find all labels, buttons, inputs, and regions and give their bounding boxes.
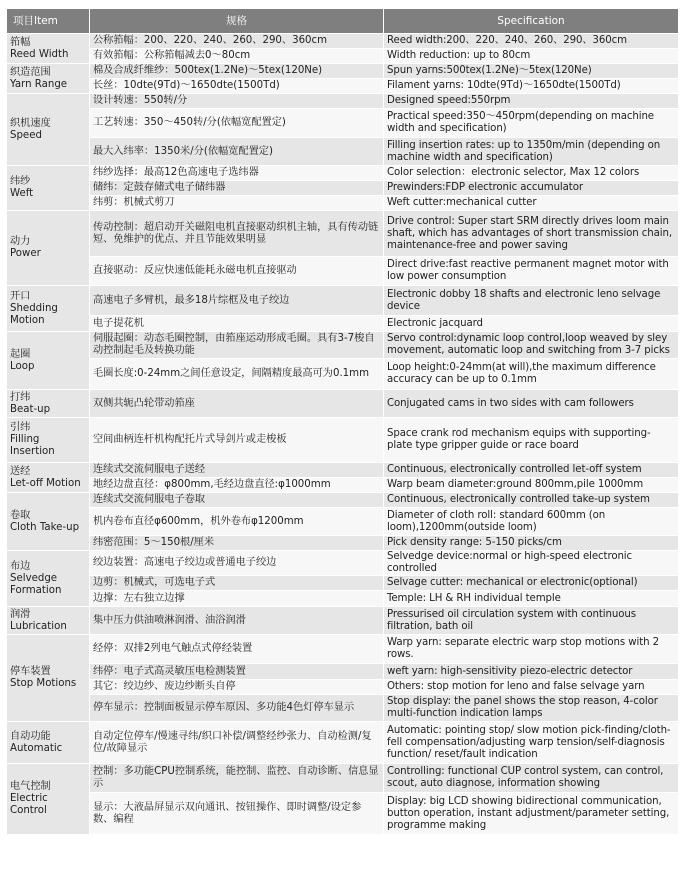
table-row xyxy=(7,695,679,722)
item-cell: 打纬 Beat-up xyxy=(7,390,90,418)
spec-en-cell: Prewinders:FDP electronic accumulator xyxy=(384,181,679,196)
item-cell: 卷取 Cloth Take-up xyxy=(7,493,90,551)
item-cell: 送经 Let-off Motion xyxy=(7,463,90,493)
table-body xyxy=(7,34,679,835)
table-row xyxy=(7,390,679,418)
spec-cn-cell: 有效筘幅：公称筘幅减去0～80cm xyxy=(90,49,384,64)
spec-cn-cell: 机内卷布直径φ600mm，机外卷布φ1200mm xyxy=(90,508,384,536)
table-row xyxy=(7,418,679,463)
table-row xyxy=(7,332,679,359)
spec-en-cell: Pressurised oil circulation system with continuous filtration, bath oil xyxy=(384,607,679,635)
table-row xyxy=(7,576,679,591)
table-row xyxy=(7,286,679,316)
spec-cn-cell: 纬纱选择：最高12色高速电子选纬器 xyxy=(90,166,384,181)
specification-table xyxy=(6,8,679,835)
spec-cn-cell: 毛圈长度:0-24mm之间任意设定，间隔精度最高可为0.1mm xyxy=(90,359,384,390)
spec-cn-cell: 传动控制：超启动开关磁阻电机直接驱动织机主轴，具有传动链短、免维护的优点、并且节能效果明显 xyxy=(90,211,384,257)
item-cell: 动力 Power xyxy=(7,211,90,286)
table-row xyxy=(7,722,679,764)
item-cell: 电气控制 Electric Control xyxy=(7,764,90,835)
spec-cn-cell: 棉及合成纤维纱：500tex(1.2Ne)～5tex(120Ne) xyxy=(90,64,384,79)
item-cell: 停车装置 Stop Motions xyxy=(7,635,90,722)
header-spec-cn: 规格 xyxy=(90,9,384,34)
spec-cn-cell: 连续式交流伺服电子卷取 xyxy=(90,493,384,508)
spec-en-cell: Weft cutter:mechanical cutter xyxy=(384,196,679,211)
table-row xyxy=(7,211,679,257)
spec-en-cell: Controlling: functional CUP control system, can control, scout, auto diagnose, information showing xyxy=(384,764,679,793)
table-row xyxy=(7,680,679,695)
table-row xyxy=(7,478,679,493)
spec-cn-cell: 设计转速：550转/分 xyxy=(90,94,384,109)
item-cell: 布边 Selvedge Formation xyxy=(7,551,90,607)
spec-cn-cell: 地经边盘直径：φ800mm,毛经边盘直径:φ1000mm xyxy=(90,478,384,493)
table-row xyxy=(7,138,679,166)
spec-cn-cell: 工艺转速：350～450转/分(依幅宽配置定) xyxy=(90,109,384,138)
spec-en-cell: Electronic dobby 18 shafts and electronic leno selvage device xyxy=(384,286,679,316)
spec-cn-cell: 纬密范围：5～150根/厘米 xyxy=(90,536,384,551)
spec-cn-cell: 控制：多功能CPU控制系统，能控制、监控、自动诊断、信息显示 xyxy=(90,764,384,793)
table-row xyxy=(7,551,679,576)
item-cell: 织造范围 Yarn Range xyxy=(7,64,90,94)
spec-en-cell: Color selection：electronic selector, Max 12 colors xyxy=(384,166,679,181)
spec-cn-cell: 停车显示：控制面板显示停车原因、多功能4色灯停车显示 xyxy=(90,695,384,722)
spec-en-cell: Reed width:200、220、240、260、290、360cm xyxy=(384,34,679,49)
spec-en-cell: Selvedge device:normal or high-speed electronic controlled xyxy=(384,551,679,576)
table-header-row xyxy=(7,9,679,34)
spec-cn-cell: 长丝：10dte(9Td)～1650dte(1500Td) xyxy=(90,79,384,94)
table-row xyxy=(7,94,679,109)
spec-en-cell: Designed speed:550rpm xyxy=(384,94,679,109)
spec-cn-cell: 连续式交流伺服电子送经 xyxy=(90,463,384,478)
table-row xyxy=(7,607,679,635)
header-spec-en: Specification xyxy=(384,9,679,34)
table-row xyxy=(7,316,679,332)
spec-cn-cell: 公称筘幅：200、220、240、260、290、360cm xyxy=(90,34,384,49)
item-cell: 引纬 Filling Insertion xyxy=(7,418,90,463)
spec-en-cell: Automatic: pointing stop/ slow motion pick-finding/cloth-fell compensation/adjusting warp tension/self-diagnosis function/ reset/fault indication xyxy=(384,722,679,764)
spec-en-cell: Continuous, electronically controlled let-off system xyxy=(384,463,679,478)
spec-en-cell: Pick density range: 5-150 picks/cm xyxy=(384,536,679,551)
spec-cn-cell: 直接驱动：反应快速低能耗永磁电机直接驱动 xyxy=(90,257,384,286)
spec-en-cell: Spun yarns:500tex(1.2Ne)～5tex(120Ne) xyxy=(384,64,679,79)
spec-cn-cell: 纬剪：机械式剪刀 xyxy=(90,196,384,211)
table-row xyxy=(7,79,679,94)
spec-en-cell: Width reduction: up to 80cm xyxy=(384,49,679,64)
item-cell: 润滑 Lubrication xyxy=(7,607,90,635)
table-row xyxy=(7,793,679,835)
item-cell: 纬纱 Weft xyxy=(7,166,90,211)
spec-cn-cell: 绞边装置：高速电子绞边或普通电子绞边 xyxy=(90,551,384,576)
spec-en-cell: Drive control: Super start SRM directly drives loom main shaft, which has advantages of short transmission chain, maintenance-free and power saving xyxy=(384,211,679,257)
spec-en-cell: Stop display: the panel shows the stop reason, 4-color multi-function indication lamps xyxy=(384,695,679,722)
table-row xyxy=(7,764,679,793)
spec-en-cell: Loop height:0-24mm(at will),the maximum difference accuracy can be up to 0.1mm xyxy=(384,359,679,390)
spec-en-cell: Practical speed:350～450rpm(depending on machine width and specification) xyxy=(384,109,679,138)
spec-en-cell: Temple: LH & RH individual temple xyxy=(384,591,679,607)
spec-en-cell: Display: big LCD showing bidirectional communication, button operation, instant adjustment/parameter setting, programme making xyxy=(384,793,679,835)
table-row xyxy=(7,166,679,181)
item-cell: 筘幅 Reed Width xyxy=(7,34,90,64)
spec-cn-cell: 其它：绞边纱、废边纱断头自停 xyxy=(90,680,384,695)
spec-en-cell: Warp beam diameter:ground 800mm,pile 1000mm xyxy=(384,478,679,493)
header-item: 项目Item xyxy=(7,9,90,34)
spec-en-cell: Servo control:dynamic loop control,loop weaved by sley movement, automatic loop and switching from 3-7 picks xyxy=(384,332,679,359)
table-row xyxy=(7,359,679,390)
spec-cn-cell: 高速电子多臂机，最多18片综框及电子绞边 xyxy=(90,286,384,316)
spec-cn-cell: 边剪：机械式，可选电子式 xyxy=(90,576,384,591)
table-row xyxy=(7,463,679,478)
table-row xyxy=(7,196,679,211)
table-row xyxy=(7,536,679,551)
table-row xyxy=(7,664,679,680)
item-cell: 自动功能 Automatic xyxy=(7,722,90,764)
spec-cn-cell: 自动定位停车/慢速寻纬/织口补偿/调整经纱张力、自动检测/复位/故障显示 xyxy=(90,722,384,764)
table-row xyxy=(7,49,679,64)
spec-cn-cell: 储纬：定鼓存储式电子储纬器 xyxy=(90,181,384,196)
spec-en-cell: Warp yarn: separate electric warp stop motions with 2 rows. xyxy=(384,635,679,664)
spec-cn-cell: 边撑：左右独立边撑 xyxy=(90,591,384,607)
spec-cn-cell: 空间曲柄连杆机构配托片式导剑片或走梭板 xyxy=(90,418,384,463)
spec-en-cell: Direct drive:fast reactive permanent magnet motor with low power consumption xyxy=(384,257,679,286)
spec-en-cell: Continuous, electronically controlled take-up system xyxy=(384,493,679,508)
item-cell: 开口 Shedding Motion xyxy=(7,286,90,332)
table-row xyxy=(7,257,679,286)
spec-en-cell: weft yarn: high-sensitivity piezo-electric detector xyxy=(384,664,679,680)
table-row xyxy=(7,493,679,508)
spec-cn-cell: 双侧共轭凸轮带动筘座 xyxy=(90,390,384,418)
spec-cn-cell: 集中压力供油喷淋润滑、油浴润滑 xyxy=(90,607,384,635)
spec-en-cell: Filament yarns: 10dte(9Td)～1650dte(1500Td) xyxy=(384,79,679,94)
spec-en-cell: Conjugated cams in two sides with cam followers xyxy=(384,390,679,418)
spec-cn-cell: 经停：双排2列电气触点式停经装置 xyxy=(90,635,384,664)
spec-en-cell: Diameter of cloth roll: standard 600mm (on loom),1200mm(outside loom) xyxy=(384,508,679,536)
item-cell: 起圈 Loop xyxy=(7,332,90,390)
spec-en-cell: Others: stop motion for leno and false selvage yarn xyxy=(384,680,679,695)
table-row xyxy=(7,109,679,138)
table-row xyxy=(7,591,679,607)
spec-cn-cell: 显示：大液晶屏显示双向通讯、按钮操作、即时调整/设定参数、编程 xyxy=(90,793,384,835)
table-row xyxy=(7,64,679,79)
spec-cn-cell: 最大入纬率：1350米/分(依幅宽配置定) xyxy=(90,138,384,166)
item-cell: 织机速度 Speed xyxy=(7,94,90,166)
spec-cn-cell: 纬停：电子式高灵敏压电检测装置 xyxy=(90,664,384,680)
table-row xyxy=(7,34,679,49)
spec-en-cell: Filling insertion rates: up to 1350m/min (depending on machine width and specification) xyxy=(384,138,679,166)
spec-en-cell: Electronic jacquard xyxy=(384,316,679,332)
table-row xyxy=(7,635,679,664)
spec-en-cell: Space crank rod mechanism equips with supporting-plate type gripper guide or race board xyxy=(384,418,679,463)
table-row xyxy=(7,508,679,536)
table-row xyxy=(7,181,679,196)
spec-cn-cell: 伺服起圈：动态毛圈控制，由筘座运动形成毛圈。具有3-7梭自动控制起毛及转换功能 xyxy=(90,332,384,359)
spec-cn-cell: 电子提花机 xyxy=(90,316,384,332)
spec-en-cell: Selvage cutter: mechanical or electronic(optional) xyxy=(384,576,679,591)
